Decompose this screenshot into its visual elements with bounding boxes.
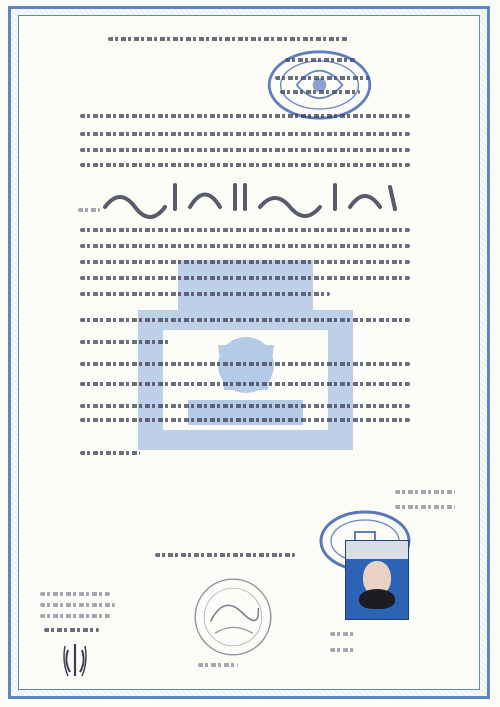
date-line bbox=[395, 490, 455, 494]
body-text-line bbox=[80, 228, 410, 232]
org-text-line bbox=[40, 603, 115, 607]
short-text-line bbox=[78, 208, 100, 212]
body-text-line bbox=[80, 276, 410, 280]
field-line bbox=[330, 648, 355, 652]
signature-seal-stamp bbox=[188, 572, 278, 662]
body-text-line bbox=[80, 362, 410, 366]
body-text-line bbox=[80, 132, 410, 136]
body-text-line bbox=[80, 114, 410, 118]
org-text-line bbox=[44, 628, 99, 632]
header-text-line bbox=[108, 37, 348, 41]
field-line bbox=[330, 632, 355, 636]
iran-emblem-icon bbox=[62, 640, 88, 680]
round-seal-stamp bbox=[262, 45, 377, 125]
body-text-line bbox=[80, 244, 410, 248]
body-text-line bbox=[80, 260, 410, 264]
body-text-line bbox=[80, 340, 170, 344]
student-photo bbox=[345, 540, 409, 620]
photo-shirt bbox=[346, 541, 408, 559]
body-text-line bbox=[80, 318, 410, 322]
bottom-text-line bbox=[198, 663, 238, 667]
body-text-line bbox=[80, 418, 410, 422]
photo-hair bbox=[359, 589, 395, 609]
calligraphy-title bbox=[95, 177, 405, 219]
org-text-line bbox=[40, 592, 110, 596]
body-text-line bbox=[80, 451, 140, 455]
body-text-line bbox=[80, 404, 410, 408]
signature-heading-line bbox=[155, 553, 295, 557]
body-text-line bbox=[80, 148, 410, 152]
body-text-line bbox=[80, 163, 410, 167]
body-text-line bbox=[80, 292, 330, 296]
org-text-line bbox=[40, 614, 110, 618]
body-text-line bbox=[80, 382, 410, 386]
